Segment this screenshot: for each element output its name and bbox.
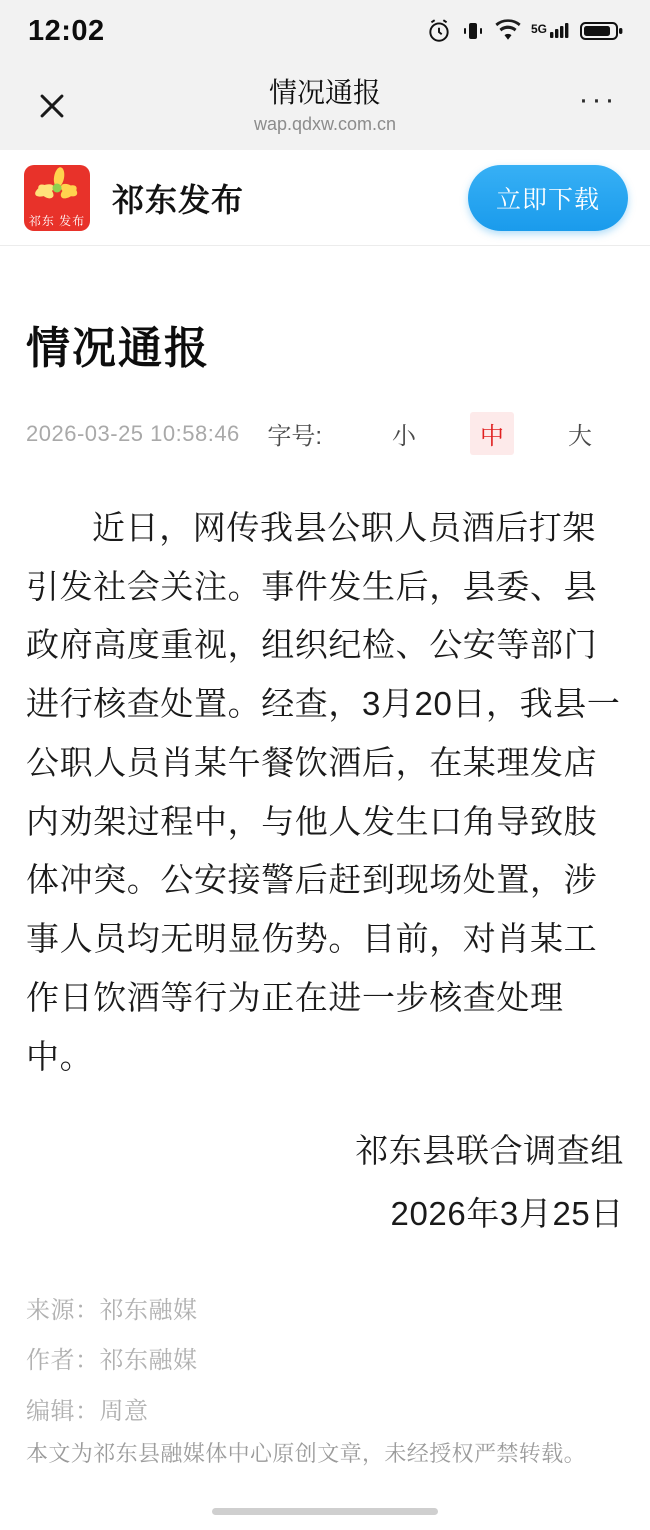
article-title: 情况通报 xyxy=(26,324,210,373)
font-size-medium[interactable]: 中 xyxy=(470,412,514,455)
article-date: 2026-03-25 10:58:46 xyxy=(26,420,240,446)
font-size-control xyxy=(267,412,624,455)
font-size-small[interactable]: 小 xyxy=(392,423,416,450)
home-indicator-area xyxy=(26,1494,624,1530)
article-signature xyxy=(26,1120,624,1245)
signal-5g-icon xyxy=(531,19,571,43)
more-options-icon[interactable]: ··· xyxy=(578,83,618,116)
credit-editor: 编辑：周意 xyxy=(26,1397,149,1425)
vibrate-icon xyxy=(461,19,485,43)
app-logo-label: 祁东 发布 xyxy=(28,214,86,229)
app-name: 祁东发布 xyxy=(112,181,245,218)
font-size-large[interactable]: 大 xyxy=(568,423,592,450)
logo-burst xyxy=(24,165,90,213)
font-size-label: 字号: xyxy=(267,423,322,450)
app-logo-icon xyxy=(24,165,90,231)
status-time: 12:02 xyxy=(28,14,105,47)
signature-org: 祁东县联合调查组 xyxy=(355,1132,624,1170)
battery-icon xyxy=(580,19,624,43)
article-credits xyxy=(26,1286,624,1437)
alarm-icon xyxy=(426,18,452,44)
article-container xyxy=(0,246,650,1437)
signature-date: 2026年3月25日 xyxy=(390,1195,624,1233)
svg-text:5G: 5G xyxy=(531,22,548,36)
browser-nav-bar xyxy=(0,62,650,150)
download-button[interactable]: 立即下载 xyxy=(468,165,628,231)
home-indicator[interactable] xyxy=(212,1508,438,1515)
status-bar xyxy=(0,0,650,62)
app-promo-bar xyxy=(0,150,650,246)
status-icons xyxy=(426,18,624,44)
article-paragraph: 近日，网传我县公职人员酒后打架引发社会关注。事件发生后，县委、县政府高度重视，组织纪检、公安等部门进行核查处置。经查，3月20日，我县一公职人员肖某午餐饮酒后，在某理发店内劝架过程中，与他人发生口角导致肢体冲突。公安接警后赶到现场处置，涉事人员均无明显伤势。目前，对肖某工作日饮酒等行为正在进一步核查处理中。 xyxy=(26,509,621,1075)
page-title: 情况通报 xyxy=(268,77,381,109)
page-url: wap.qdxw.com.cn xyxy=(253,114,397,134)
credit-source: 来源：祁东融媒 xyxy=(26,1296,198,1324)
wifi-icon xyxy=(494,19,522,43)
article-footer xyxy=(0,1437,650,1530)
copyright-note: 本文为祁东县融媒体中心原创文章，未经授权严禁转载。 xyxy=(26,1440,587,1466)
article-body xyxy=(26,499,624,1086)
nav-title-block xyxy=(74,76,576,135)
article-meta-row xyxy=(26,412,624,455)
credit-author: 作者：祁东融媒 xyxy=(26,1347,198,1375)
close-icon[interactable] xyxy=(30,84,74,128)
